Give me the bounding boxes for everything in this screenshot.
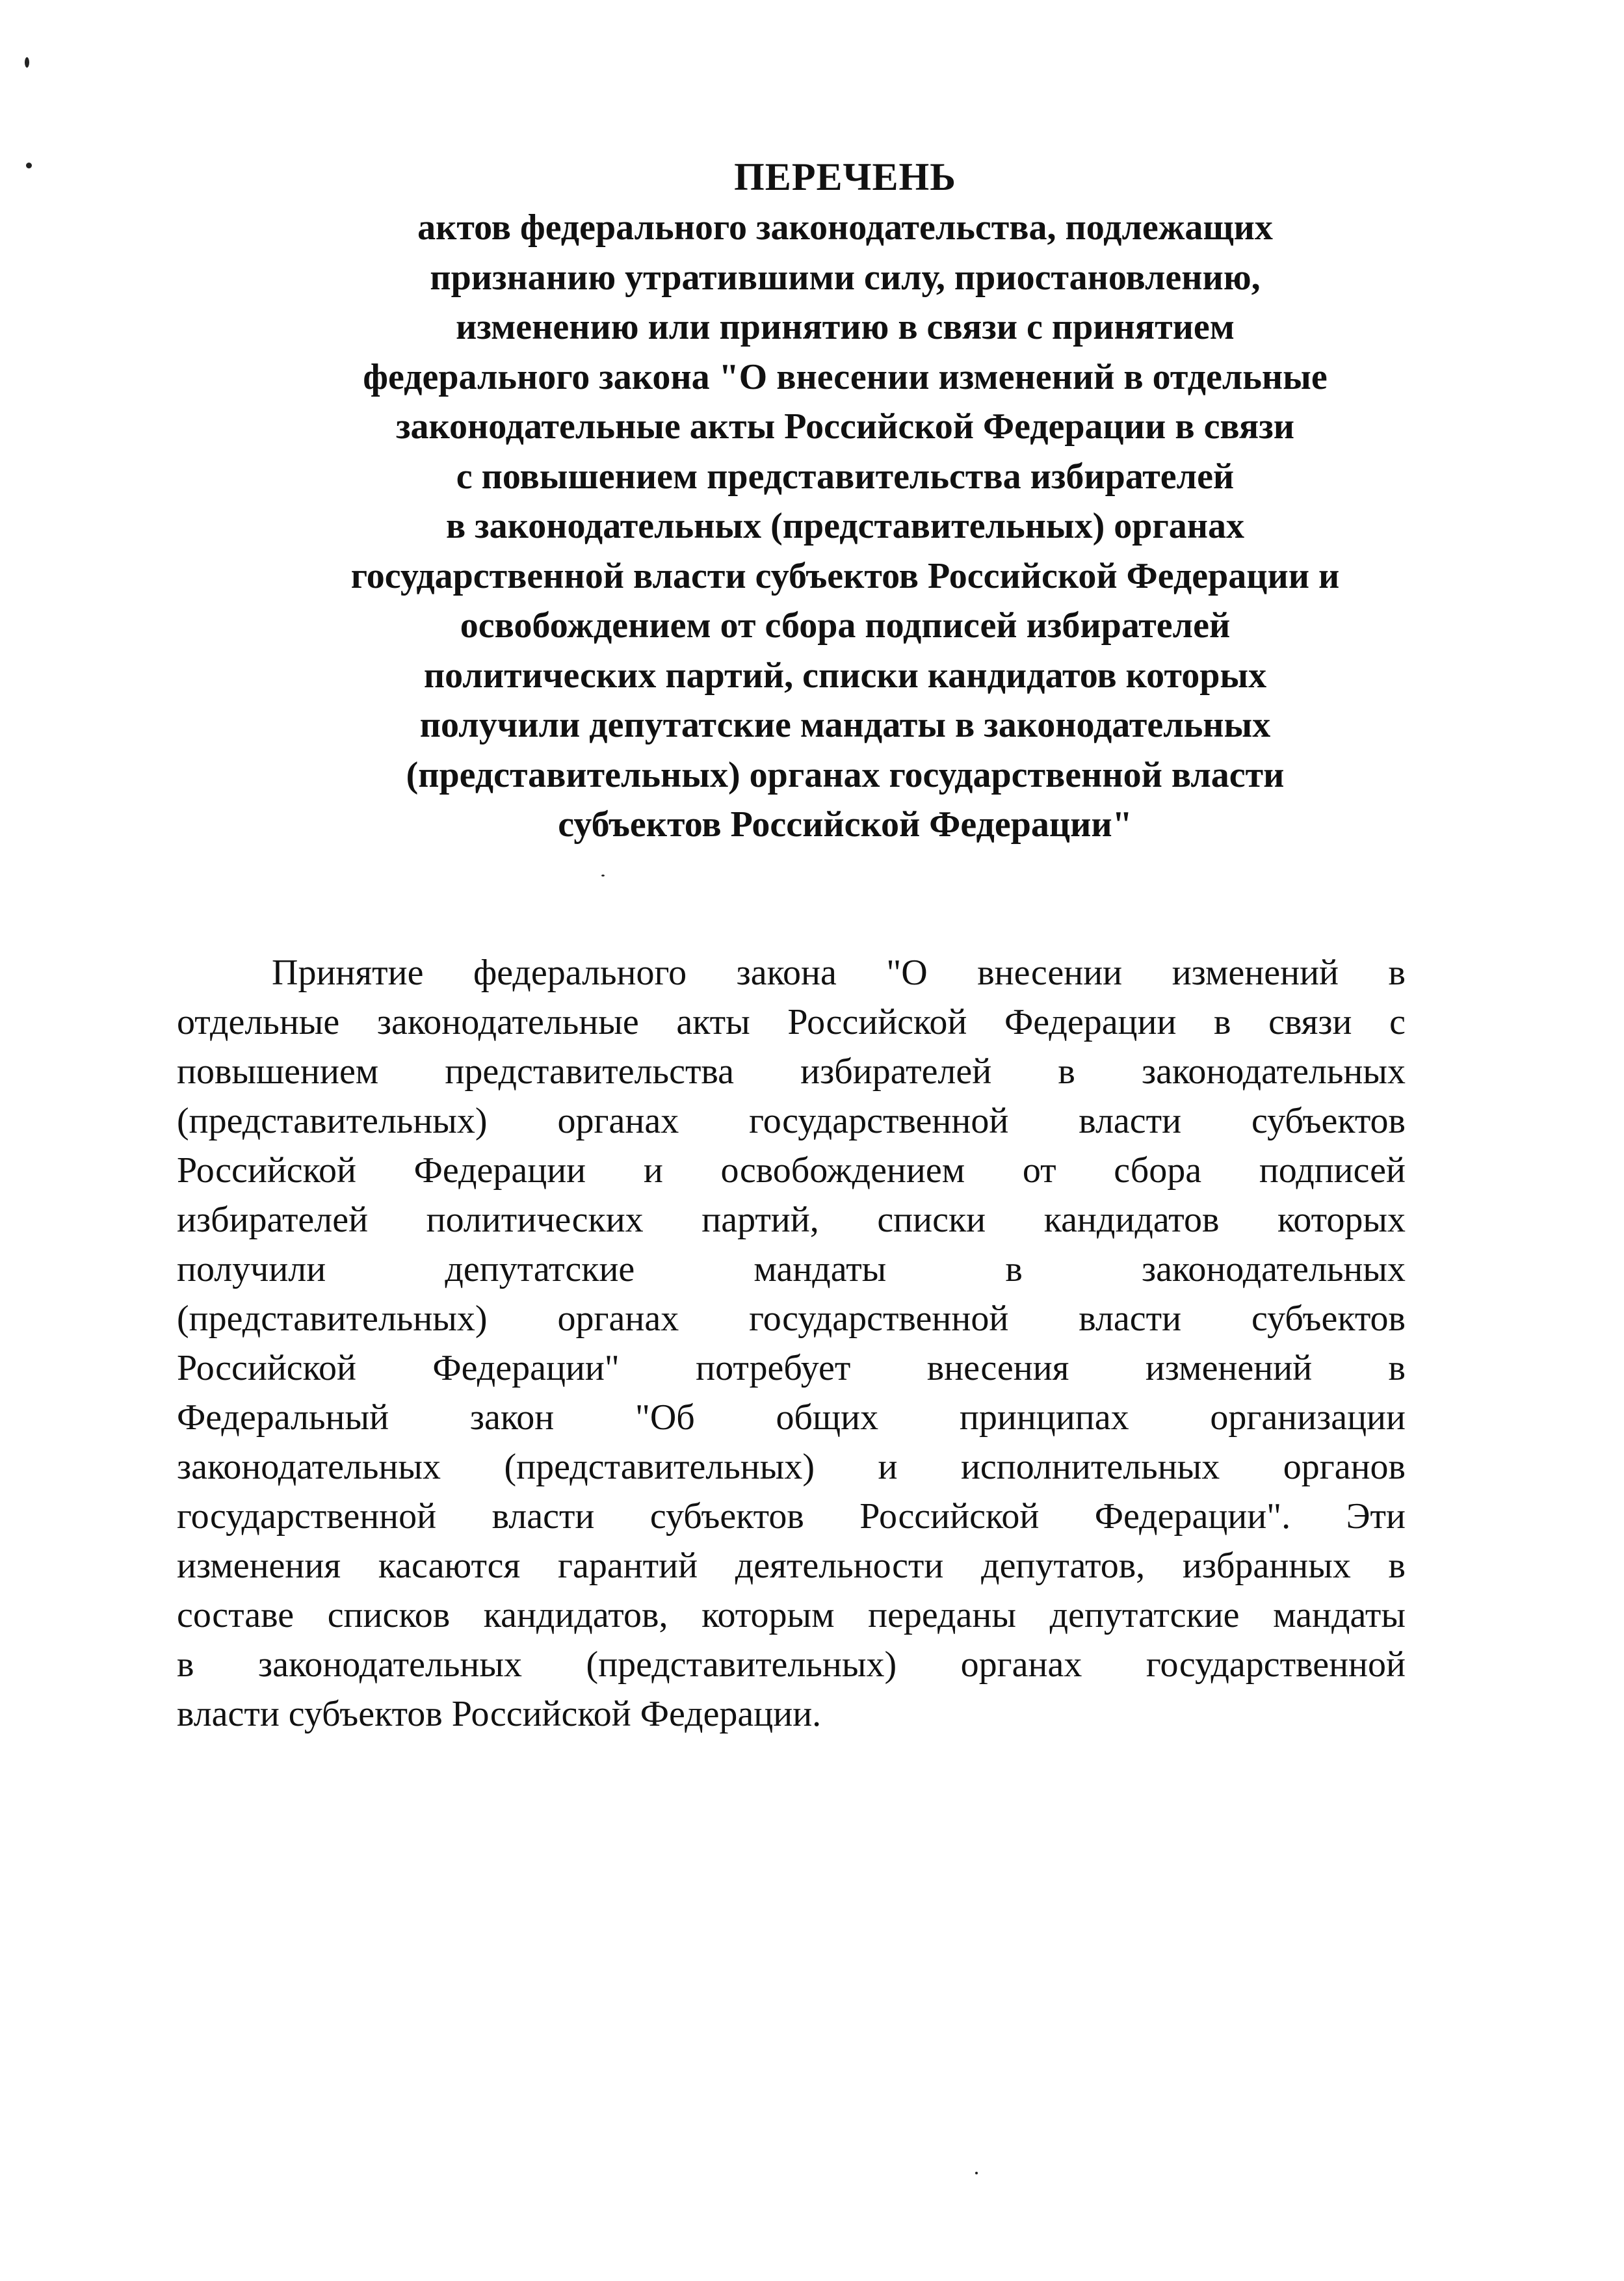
body-line: отдельные законодательные акты Российской Федерации в связи с bbox=[177, 1002, 1406, 1042]
heading-line: федерального закона "О внесении изменений в отдельные bbox=[363, 356, 1328, 397]
heading-line: политических партий, списки кандидатов которых bbox=[423, 655, 1267, 696]
heading-line: в законодательных (представительных) органах bbox=[445, 506, 1245, 546]
body-line: Российской Федерации и освобождением от сбора подписей bbox=[177, 1150, 1406, 1191]
body-paragraph bbox=[177, 948, 1406, 1739]
body-line: Российской Федерации" потребует внесения изменений в bbox=[177, 1348, 1406, 1388]
body-line: государственной власти субъектов Российской Федерации". Эти bbox=[177, 1496, 1406, 1536]
body-line: (представительных) органах государственной власти субъектов bbox=[177, 1299, 1406, 1339]
document-heading bbox=[260, 151, 1430, 850]
heading-line: с повышением представительства избирателей bbox=[456, 456, 1235, 497]
document-title: ПЕРЕЧЕНЬ bbox=[734, 155, 956, 198]
scan-speck bbox=[26, 163, 32, 168]
heading-line: субъектов Российской Федерации" bbox=[558, 804, 1133, 845]
heading-line: признанию утратившими силу, приостановлению, bbox=[430, 257, 1261, 298]
body-line: изменения касаются гарантий деятельности депутатов, избранных в bbox=[177, 1546, 1406, 1586]
heading-line: изменению или принятию в связи с принятием bbox=[456, 307, 1235, 347]
heading-line: получили депутатские мандаты в законодательных bbox=[419, 705, 1271, 745]
heading-line: актов федерального законодательства, подлежащих bbox=[417, 207, 1273, 248]
body-line: в законодательных (представительных) органах государственной bbox=[177, 1644, 1406, 1685]
body-line: Федеральный закон "Об общих принципах организации bbox=[177, 1397, 1406, 1438]
body-line: (представительных) органах государственной власти субъектов bbox=[177, 1101, 1406, 1141]
scan-speck bbox=[975, 2172, 978, 2174]
heading-line: освобождением от сбора подписей избирателей bbox=[460, 605, 1231, 646]
scan-speck bbox=[601, 875, 605, 877]
heading-line: государственной власти субъектов Российской Федерации и bbox=[350, 555, 1340, 596]
body-line: избирателей политических партий, списки кандидатов которых bbox=[177, 1200, 1406, 1240]
heading-line: (представительных) органах государственной власти bbox=[406, 754, 1285, 795]
body-line: Принятие федерального закона "О внесении изменений в bbox=[272, 953, 1406, 993]
body-line: составе списков кандидатов, которым переданы депутатские мандаты bbox=[177, 1595, 1406, 1635]
body-line: получили депутатские мандаты в законодательных bbox=[177, 1249, 1406, 1289]
body-line: повышением представительства избирателей в законодательных bbox=[177, 1051, 1406, 1092]
scan-speck bbox=[25, 57, 29, 68]
body-line: законодательных (представительных) и исполнительных органов bbox=[177, 1447, 1406, 1487]
heading-line: законодательные акты Российской Федерации в связи bbox=[395, 406, 1294, 447]
body-line: власти субъектов Российской Федерации. bbox=[177, 1694, 822, 1734]
